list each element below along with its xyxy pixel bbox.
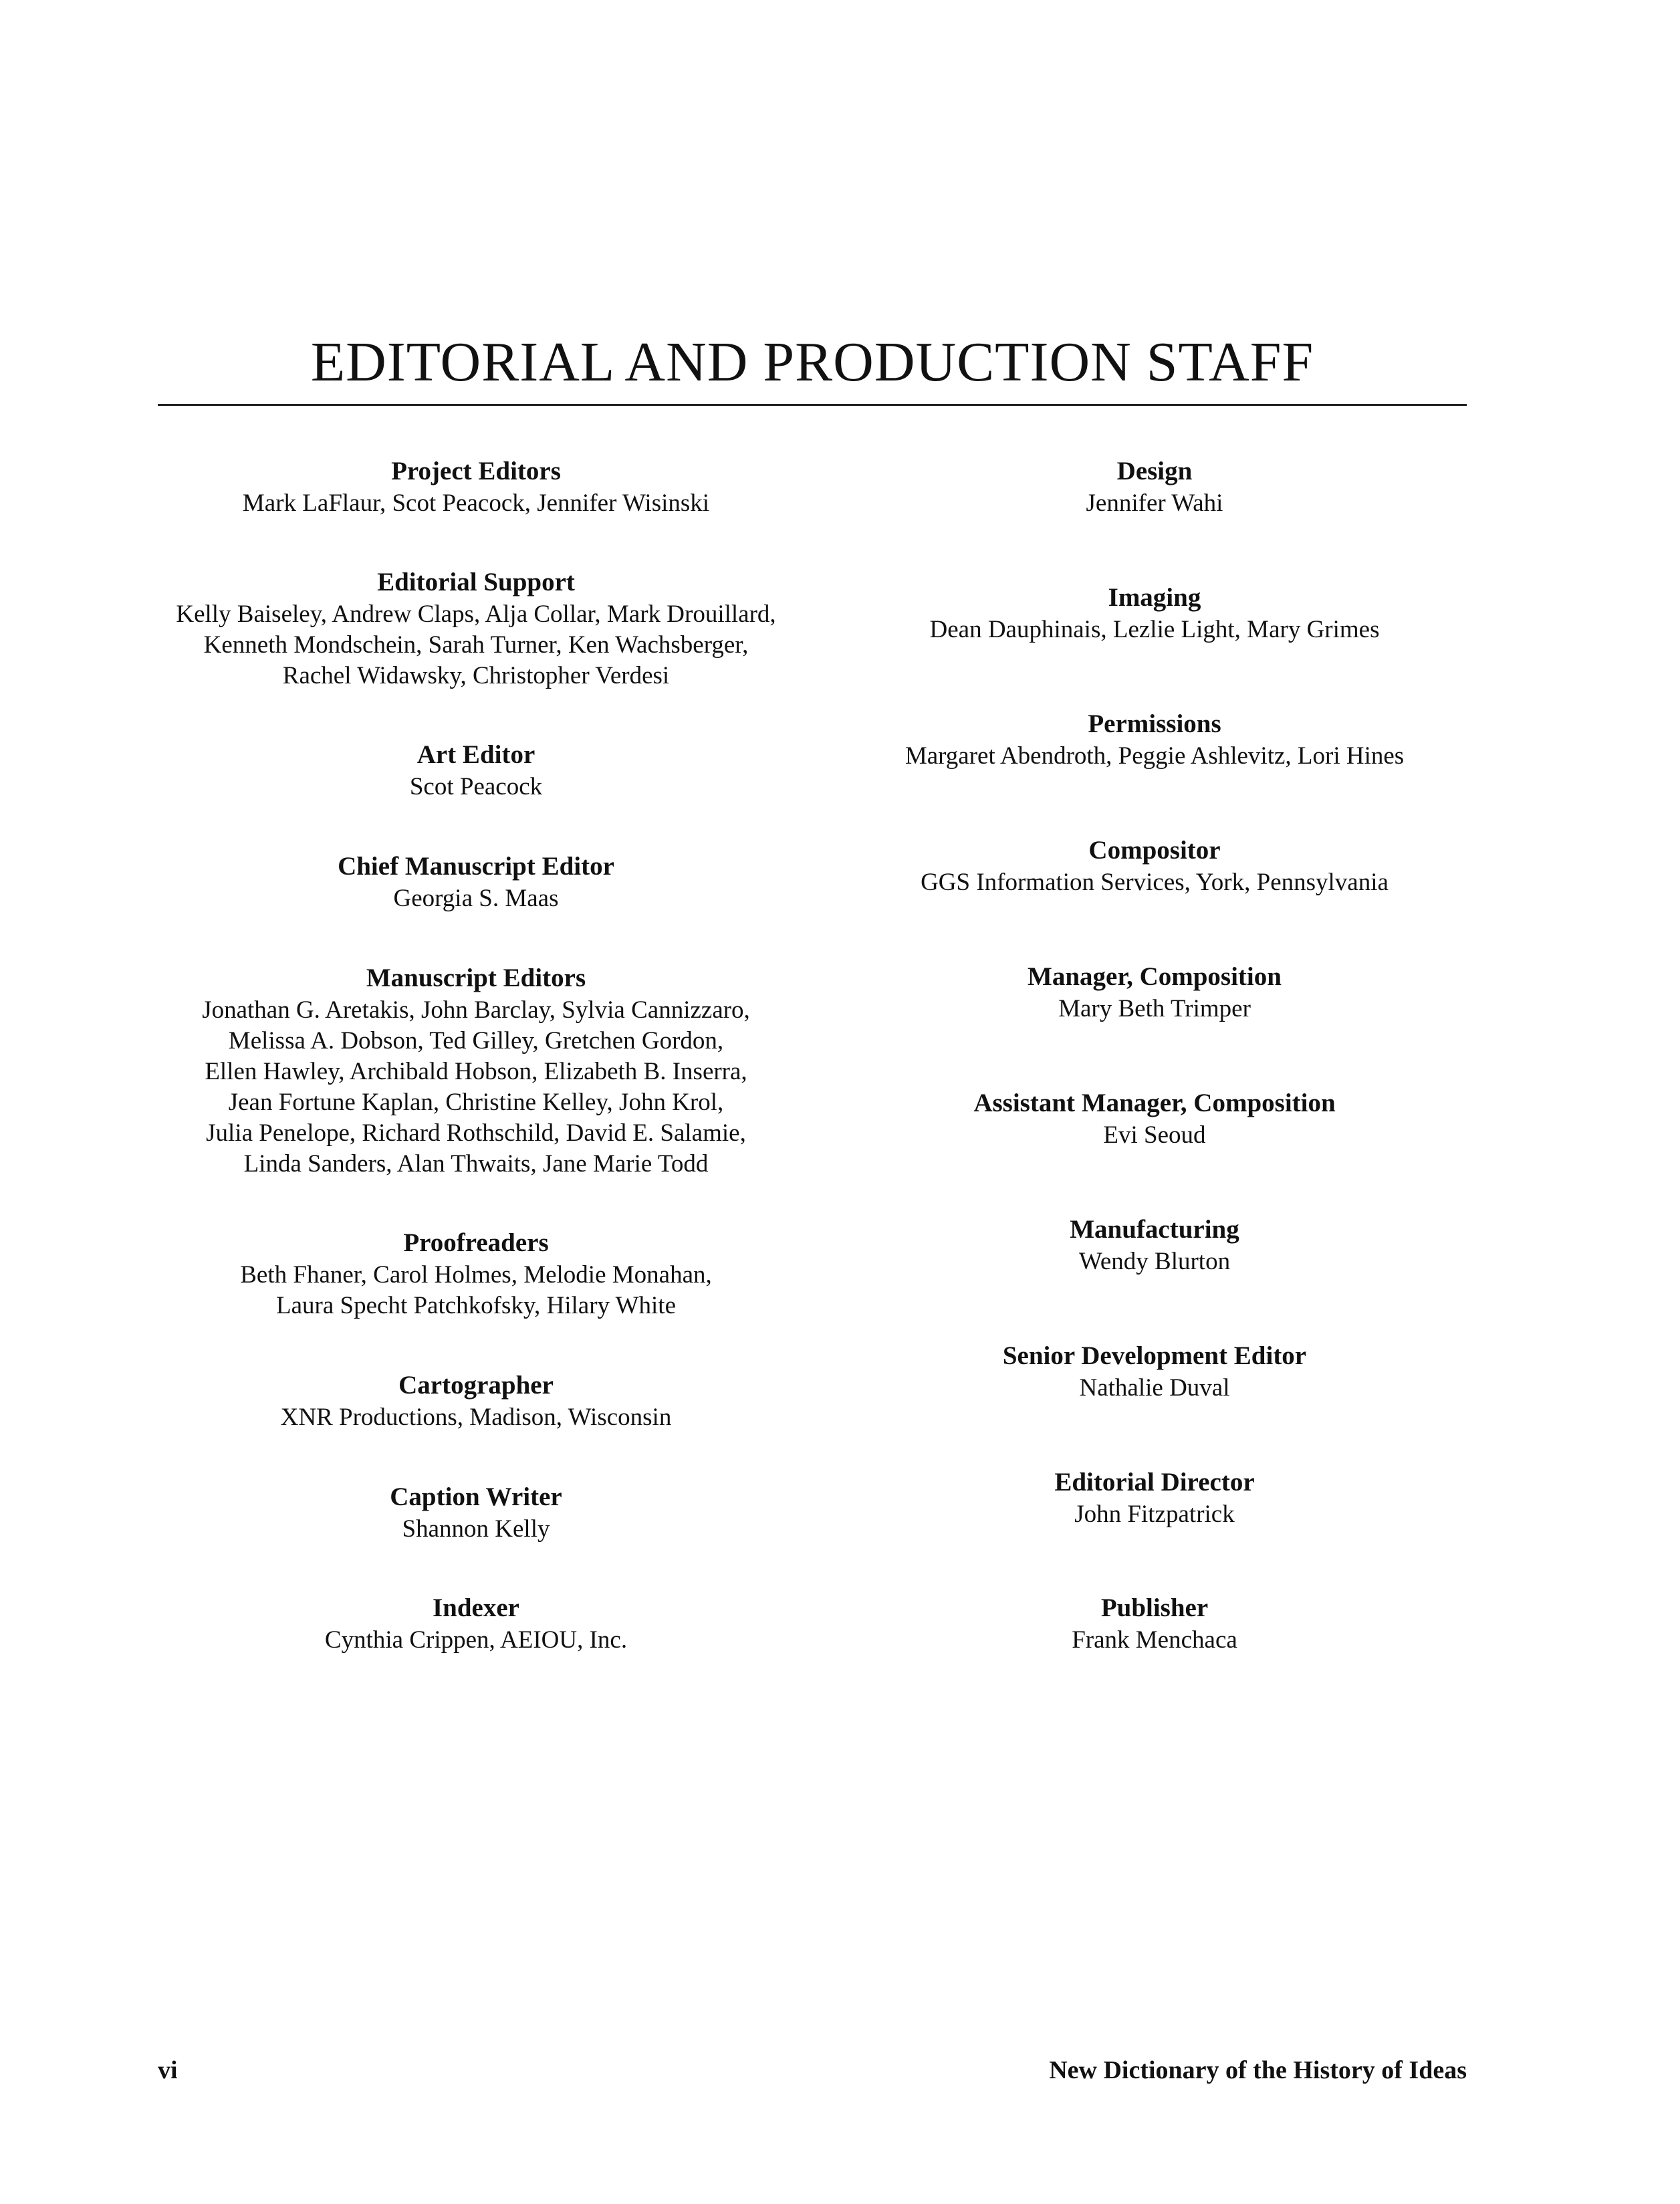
- role-heading: Indexer: [433, 1593, 519, 1622]
- section-manufacturing: [820, 1213, 1489, 1277]
- role-heading: Project Editors: [391, 457, 561, 485]
- role-heading: Caption Writer: [390, 1482, 562, 1511]
- section-caption-writer: [142, 1480, 810, 1545]
- staff-names: Dean Dauphinais, Lezlie Light, Mary Grimes: [929, 616, 1380, 643]
- section-imaging: [820, 581, 1489, 645]
- section-permissions: [820, 707, 1489, 772]
- role-heading: Design: [1116, 457, 1193, 485]
- role-heading: Editorial Support: [377, 568, 575, 596]
- section-assistant-manager-composition: [820, 1087, 1489, 1151]
- role-heading: Manuscript Editors: [366, 964, 586, 992]
- role-heading: Assistant Manager, Composition: [973, 1089, 1336, 1117]
- section-design: [820, 455, 1489, 519]
- section-manuscript-editors: [142, 962, 810, 1180]
- staff-names: Scot Peacock: [409, 773, 543, 800]
- staff-names: XNR Productions, Madison, Wisconsin: [280, 1404, 672, 1431]
- section-compositor: [820, 834, 1489, 898]
- section-editorial-support: [142, 566, 810, 691]
- role-heading: Proofreaders: [403, 1228, 549, 1257]
- staff-names: Jonathan G. Aretakis, John Barclay, Sylvia Cannizzaro, Melissa A. Dobson, Ted Gilley, Gretchen Gordon, Ellen Hawley, Archibald Hobson, Elizabeth B. Inserra, Jean Fortune Kaplan, Christine Kelley, John Krol, Julia Penelope, Richard Rothschild, David E. Salamie, Linda Sanders, Alan Thwaits, Jane Marie Todd: [202, 996, 750, 1178]
- role-heading: Publisher: [1100, 1593, 1209, 1622]
- page-number: vi: [158, 2056, 178, 2084]
- staff-names: Kelly Baiseley, Andrew Claps, Alja Collar, Mark Drouillard, Kenneth Mondschein, Sarah Turner, Ken Wachsberger, Rachel Widawsky, Christopher Verdesi: [176, 600, 776, 689]
- title-divider: [158, 404, 1467, 406]
- role-heading: Imaging: [1108, 583, 1201, 612]
- staff-names: Frank Menchaca: [1072, 1626, 1237, 1654]
- role-heading: Senior Development Editor: [1002, 1341, 1307, 1370]
- role-heading: Chief Manuscript Editor: [338, 852, 614, 881]
- role-heading: Art Editor: [416, 740, 535, 769]
- staff-names: Beth Fhaner, Carol Holmes, Melodie Monahan, Laura Specht Patchkofsky, Hilary White: [240, 1261, 712, 1319]
- running-footer-title: New Dictionary of the History of Ideas: [1049, 2056, 1467, 2084]
- staff-names: Mark LaFlaur, Scot Peacock, Jennifer Wisinski: [242, 489, 710, 517]
- role-heading: Manufacturing: [1070, 1215, 1239, 1244]
- section-proofreaders: [142, 1226, 810, 1321]
- section-publisher: [820, 1591, 1489, 1656]
- section-project-editors: [142, 455, 810, 519]
- section-editorial-director: [820, 1466, 1489, 1530]
- staff-names: Cynthia Crippen, AEIOU, Inc.: [324, 1626, 628, 1654]
- staff-names: Margaret Abendroth, Peggie Ashlevitz, Lori Hines: [905, 742, 1405, 770]
- role-heading: Cartographer: [398, 1371, 554, 1400]
- role-heading: Manager, Composition: [1028, 962, 1282, 991]
- staff-names: Jennifer Wahi: [1086, 489, 1223, 517]
- section-manager-composition: [820, 960, 1489, 1024]
- role-heading: Editorial Director: [1054, 1468, 1255, 1497]
- section-indexer: [142, 1591, 810, 1656]
- staff-names: Nathalie Duval: [1079, 1374, 1230, 1402]
- role-heading: Compositor: [1088, 836, 1221, 865]
- staff-names: GGS Information Services, York, Pennsylvania: [921, 869, 1389, 896]
- page-title: EDITORIAL AND PRODUCTION STAFF: [310, 331, 1314, 393]
- staff-names: Evi Seoud: [1103, 1121, 1206, 1149]
- staff-names: Shannon Kelly: [402, 1515, 550, 1543]
- section-art-editor: [142, 738, 810, 802]
- staff-names: Georgia S. Maas: [393, 885, 559, 912]
- section-senior-development-editor: [820, 1339, 1489, 1404]
- staff-names: Mary Beth Trimper: [1058, 995, 1251, 1022]
- staff-names: Wendy Blurton: [1078, 1248, 1231, 1275]
- role-heading: Permissions: [1088, 709, 1221, 738]
- staff-names: John Fitzpatrick: [1074, 1501, 1235, 1528]
- section-cartographer: [142, 1369, 810, 1433]
- section-chief-manuscript-editor: [142, 850, 810, 914]
